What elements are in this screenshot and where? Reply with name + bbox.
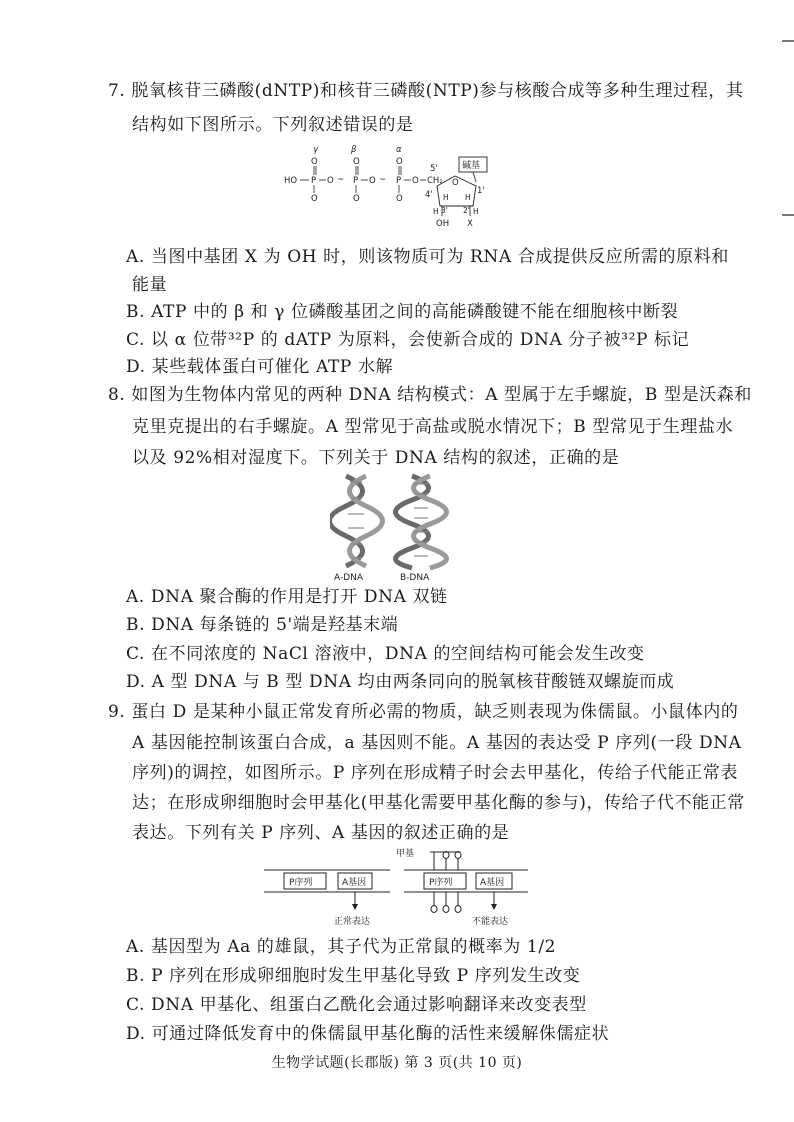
- q9-option-c: C. DNA 甲基化、组蛋白乙酰化会通过影响翻译来改变表型: [126, 995, 587, 1015]
- ho-group: HO: [284, 176, 298, 186]
- no-expression-label: 不能表达: [472, 917, 509, 927]
- p-sequence-label-right: P序列: [429, 878, 453, 888]
- a-gene-label-left: A基因: [342, 878, 367, 888]
- q9-option-b: B. P 序列在形成卵细胞时发生甲基化导致 P 序列发生改变: [126, 966, 581, 986]
- q7-option-a-cont: 能量: [132, 275, 168, 295]
- q8-option-c: C. 在不同浓度的 NaCl 溶液中，DNA 的空间结构可能会发生改变: [126, 644, 645, 664]
- normal-expression-label: 正常表达: [334, 917, 371, 927]
- q9-methylation-figure: [262, 846, 532, 930]
- p-sequence-label-left: P序列: [289, 878, 313, 888]
- q7-option-d: D. 某些载体蛋白可催化 ATP 水解: [126, 357, 394, 377]
- q9-stem-line-5: 表达。下列有关 P 序列、A 基因的叙述正确的是: [132, 823, 510, 843]
- ring-oxygen: O: [452, 178, 459, 188]
- o-top-gamma: O: [311, 157, 318, 167]
- a-dna-helix: [330, 476, 383, 566]
- c1-label: 1': [477, 186, 485, 196]
- c4-label: 4': [425, 190, 433, 200]
- oh-group: OH: [436, 219, 450, 229]
- phosphorus-gamma: P: [311, 176, 317, 186]
- gamma-label: γ: [313, 145, 319, 155]
- q8-stem-line-1: 8. 如图为生物体内常见的两种 DNA 结构模式：A 型属于左手螺旋，B 型是沃森和: [108, 385, 752, 405]
- phosphorus-alpha: P: [396, 176, 402, 186]
- q8-option-d: D. A 型 DNA 与 B 型 DNA 均由两条同向的脱氧核苷酸链双螺旋而成: [126, 672, 675, 692]
- phosphorus-beta: P: [353, 176, 359, 186]
- h-c3: H: [433, 207, 439, 216]
- high-energy-bond-1: ~: [337, 175, 345, 185]
- scan-edge-mark: [782, 40, 794, 42]
- q7-option-b: B. ATP 中的 β 和 γ 位磷酸基团之间的高能磷酸键不能在细胞核中断裂: [126, 302, 679, 322]
- q8-stem-line-2: 克里克提出的右手螺旋。A 型常见于高盐或脱水情况下；B 型常见于生理盐水: [132, 417, 734, 437]
- page-footer: 生物学试题(长郡版) 第 3 页(共 10 页): [271, 1055, 523, 1071]
- o-bridge-3: O: [412, 176, 419, 186]
- o-top-alpha: O: [396, 157, 403, 167]
- c2-label: 2': [463, 206, 470, 215]
- o-bottom-beta: O: [353, 194, 360, 204]
- base-label: 碱基: [462, 161, 481, 171]
- beta-label: β: [351, 145, 357, 155]
- q8-option-b: B. DNA 每条链的 5'端是羟基末端: [126, 615, 399, 635]
- h-c4: H: [443, 193, 449, 202]
- q8-dna-helix-figure: [330, 472, 470, 582]
- c3-label: 3': [441, 206, 448, 215]
- b-dna-label: B-DNA: [400, 573, 430, 582]
- high-energy-bond-2: ~: [379, 175, 387, 185]
- o-bridge-2: O: [369, 176, 376, 186]
- scan-edge-mark: [782, 214, 794, 216]
- a-gene-label-right: A基因: [480, 878, 505, 888]
- alpha-label: α: [396, 145, 402, 155]
- q7-nucleotide-structure-figure: [280, 142, 520, 232]
- o-bridge-1: O: [327, 176, 334, 186]
- ch2-group: CH₂: [427, 176, 443, 186]
- o-top-beta: O: [353, 157, 360, 167]
- h-c2: H: [473, 207, 479, 216]
- q7-stem-line-2: 结构如下图所示。下列叙述错误的是: [132, 115, 414, 135]
- q9-option-d: D. 可通过降低发育中的侏儒鼠甲基化酶的活性来缓解侏儒症状: [126, 1024, 610, 1044]
- a-dna-label: A-DNA: [334, 573, 364, 582]
- o-bottom-gamma: O: [311, 194, 318, 204]
- q9-stem-line-4: 达；在形成卵细胞时会甲基化(甲基化需要甲基化酶的参与)，传给子代不能正常: [132, 793, 745, 813]
- q9-stem-line-2: A 基因能控制该蛋白合成，a 基因则不能。A 基因的表达受 P 序列(一段 DNA: [132, 733, 742, 753]
- q7-option-a: A. 当图中基团 X 为 OH 时，则该物质可为 RNA 合成提供反应所需的原料和: [126, 247, 729, 267]
- x-group: X: [467, 219, 473, 229]
- q7-option-c: C. 以 α 位带³²P 的 dATP 为原料，会使新合成的 DNA 分子被³²P 标记: [126, 330, 690, 350]
- q7-stem-line-1: 7. 脱氧核苷三磷酸(dNTP)和核苷三磷酸(NTP)参与核酸合成等多种生理过程，其: [108, 81, 744, 101]
- q8-option-a: A. DNA 聚合酶的作用是打开 DNA 双链: [126, 587, 448, 607]
- h-c1: H: [465, 193, 471, 202]
- q9-stem-line-3: 序列)的调控，如图所示。P 序列在形成精子时会去甲基化，传给子代能正常表: [132, 763, 739, 783]
- b-dna-helix: [396, 476, 447, 568]
- methyl-label: 甲基: [396, 849, 415, 859]
- five-prime-label: 5': [430, 164, 438, 174]
- o-bottom-alpha: O: [396, 194, 403, 204]
- q9-option-a: A. 基因型为 Aa 的雄鼠，其子代为正常鼠的概率为 1/2: [126, 937, 557, 957]
- q9-stem-line-1: 9. 蛋白 D 是某种小鼠正常发育所必需的物质，缺乏则表现为侏儒鼠。小鼠体内的: [108, 702, 739, 722]
- q8-stem-line-3: 以及 92%相对湿度下。下列关于 DNA 结构的叙述，正确的是: [132, 448, 620, 468]
